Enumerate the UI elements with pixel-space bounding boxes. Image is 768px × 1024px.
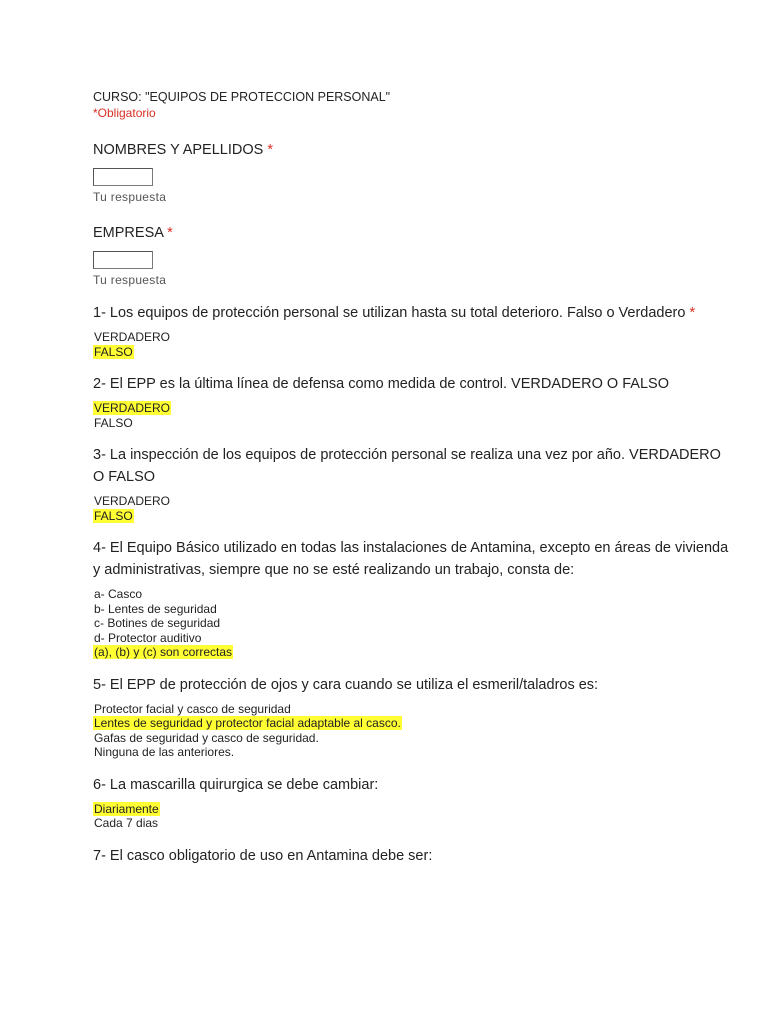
question-block xyxy=(93,537,733,660)
option[interactable] xyxy=(93,602,733,617)
option[interactable] xyxy=(93,416,733,431)
option-label: Lentes de seguridad y protector facial adaptable al casco. xyxy=(94,716,401,730)
name-input[interactable] xyxy=(93,168,153,186)
questions-section xyxy=(93,302,733,867)
option-label: FALSO xyxy=(94,508,133,523)
field-hint: Tu respuesta xyxy=(93,190,167,204)
form-content xyxy=(93,90,733,867)
required-star: * xyxy=(267,142,273,158)
option-label: VERDADERO xyxy=(94,494,171,508)
question-block xyxy=(93,373,733,430)
option[interactable] xyxy=(93,631,733,646)
option-label: Cada 7 dias xyxy=(94,816,159,830)
company-input[interactable] xyxy=(93,251,153,269)
field-label xyxy=(93,223,733,243)
option[interactable] xyxy=(93,702,733,717)
options-list xyxy=(93,702,733,760)
option-selected[interactable] xyxy=(93,509,733,524)
option-label: Diariamente xyxy=(94,801,159,816)
question-label: 7- El casco obligatorio de uso en Antamina debe ser: xyxy=(93,847,433,864)
fields-section xyxy=(93,140,733,288)
option[interactable] xyxy=(93,587,733,602)
option-label: c- Botines de seguridad xyxy=(94,616,221,630)
option-selected[interactable] xyxy=(93,645,733,660)
option-selected[interactable] xyxy=(93,401,733,416)
option-label: Ninguna de las anteriores. xyxy=(94,745,235,759)
options-list xyxy=(93,587,733,660)
question-label: 1- Los equipos de protección personal se utilizan hasta su total deterioro. Falso o Verdadero xyxy=(93,305,686,321)
question-block xyxy=(93,302,733,359)
option-label: d- Protector auditivo xyxy=(94,630,202,645)
question-text xyxy=(93,302,733,324)
form-field xyxy=(93,140,733,205)
question-block xyxy=(93,674,733,760)
option-label: Protector facial y casco de seguridad xyxy=(94,701,291,716)
option[interactable] xyxy=(93,616,733,631)
question-text xyxy=(93,774,733,796)
required-star: * xyxy=(689,305,696,321)
question-label: 6- La mascarilla quirurgica se debe cambiar: xyxy=(93,776,379,793)
question-text xyxy=(93,444,733,488)
field-hint: Tu respuesta xyxy=(93,273,167,287)
option[interactable] xyxy=(93,745,733,760)
question-label: 4- El Equipo Básico utilizado en todas las instalaciones de Antamina, excepto en áreas de vivienda y administrativas, siempre que no se esté realizando un trabajo, consta de: xyxy=(93,540,729,578)
option[interactable] xyxy=(93,816,733,831)
field-label-text: NOMBRES Y APELLIDOS xyxy=(93,142,264,158)
options-list xyxy=(93,401,733,430)
option-label: (a), (b) y (c) son correctas xyxy=(94,645,233,659)
question-text xyxy=(93,845,733,867)
option-label: b- Lentes de seguridad xyxy=(94,601,217,616)
question-block xyxy=(93,845,733,867)
option[interactable] xyxy=(93,731,733,746)
option-label: a- Casco xyxy=(94,587,143,601)
question-label: 2- El EPP es la última línea de defensa como medida de control. VERDADERO O FALSO xyxy=(93,376,669,392)
options-list xyxy=(93,494,733,523)
question-block xyxy=(93,444,733,523)
form-field xyxy=(93,223,733,288)
option-label: FALSO xyxy=(94,415,133,430)
option-selected[interactable] xyxy=(93,802,733,817)
question-text xyxy=(93,674,733,696)
required-note: *Obligatorio xyxy=(93,106,156,120)
option-label: VERDADERO xyxy=(94,330,171,344)
question-text xyxy=(93,373,733,395)
option[interactable] xyxy=(93,330,733,345)
field-label-text: EMPRESA xyxy=(93,225,164,241)
option-selected[interactable] xyxy=(93,345,733,360)
option[interactable] xyxy=(93,494,733,509)
option-label: VERDADERO xyxy=(94,401,171,415)
field-label xyxy=(93,140,733,160)
option-selected[interactable] xyxy=(93,716,733,731)
question-text xyxy=(93,537,733,581)
required-star: * xyxy=(167,225,173,241)
course-title: CURSO: "EQUIPOS DE PROTECCION PERSONAL" xyxy=(93,90,391,104)
option-label: FALSO xyxy=(94,344,133,359)
options-list xyxy=(93,330,733,359)
question-block xyxy=(93,774,733,831)
question-label: 3- La inspección de los equipos de protección personal se realiza una vez por año. VERDADERO O FALSO xyxy=(93,447,721,485)
question-label: 5- El EPP de protección de ojos y cara cuando se utiliza el esmeril/taladros es: xyxy=(93,676,599,693)
option-label: Gafas de seguridad y casco de seguridad. xyxy=(94,730,319,745)
options-list xyxy=(93,802,733,831)
